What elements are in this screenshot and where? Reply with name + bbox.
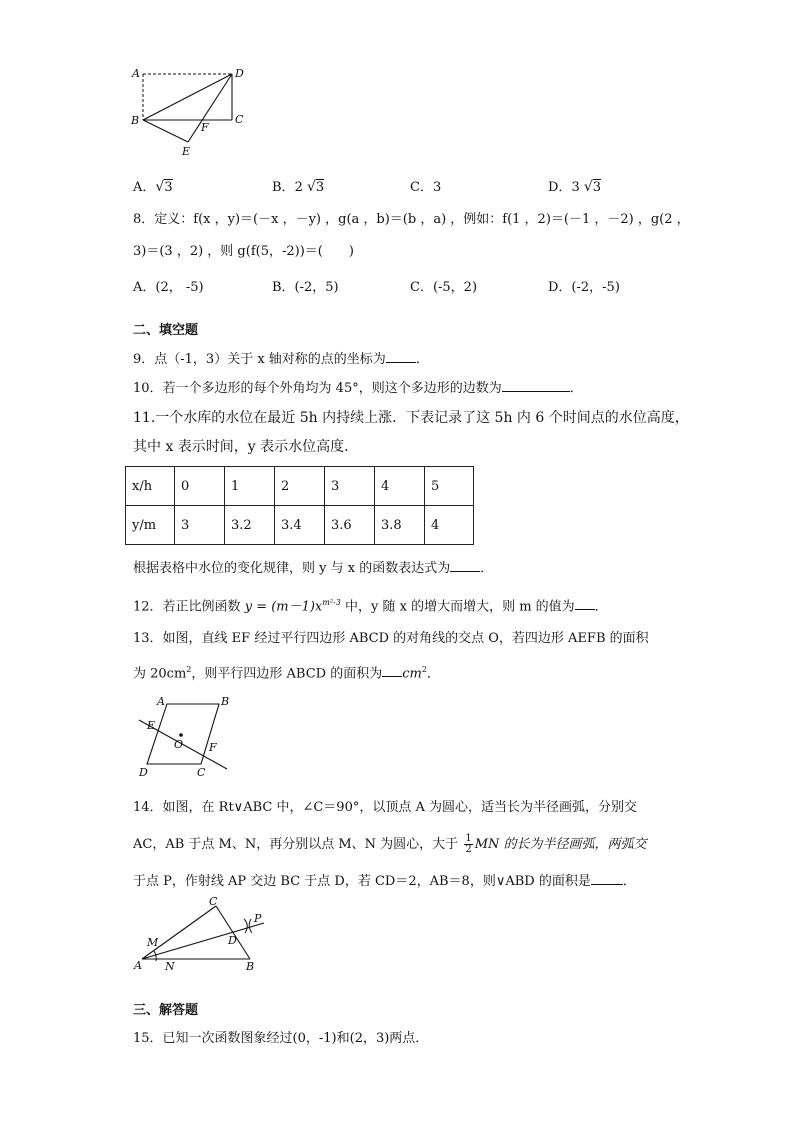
q10-answer-blank bbox=[502, 379, 570, 392]
table-cell: 3 bbox=[175, 506, 225, 545]
q13-answer-blank bbox=[382, 664, 402, 677]
q7-option-b: B．2 √3 bbox=[272, 179, 325, 195]
q14-answer-blank bbox=[591, 872, 623, 885]
q8-option-c: C．(-5，2) bbox=[410, 280, 478, 295]
q13-label-f: F bbox=[209, 741, 217, 754]
table-cell: 5 bbox=[425, 467, 474, 506]
table-row bbox=[126, 467, 474, 506]
q7-figure bbox=[130, 64, 250, 160]
q12-formula: y = (m－1)x bbox=[244, 599, 323, 615]
table-cell: 1 bbox=[225, 467, 275, 506]
q8-line2: 3)＝(3 ，2) ，则 g(f(5，-2))＝( ) bbox=[133, 244, 354, 259]
q11-line1: 11.一个水库的水位在最近 5h 内持续上涨．下表记录了这 5h 内 6 个时间点的水位高度， bbox=[133, 410, 689, 426]
q14-figure bbox=[132, 895, 274, 979]
q7-label-e: E bbox=[182, 145, 191, 158]
q7-option-d: D．3 √3 bbox=[548, 179, 602, 195]
q9: 9．点（-1，3）关于 x 轴对称的点的坐标为 ． bbox=[133, 352, 429, 367]
q14-label-n: N bbox=[165, 960, 175, 973]
q14-label-p: P bbox=[254, 912, 262, 925]
water-level-table bbox=[125, 466, 474, 545]
q13-label-a: A bbox=[157, 695, 165, 708]
table-cell: 3.4 bbox=[275, 506, 325, 545]
q13-label-d: D bbox=[139, 766, 148, 779]
q8-option-a: A．(2， -5) bbox=[133, 280, 204, 295]
q13-line1: 13．如图，直线 EF 经过平行四边形 ABCD 的对角线的交点 O，若四边形 AEFB 的面积 bbox=[133, 631, 649, 646]
q13-figure bbox=[135, 694, 245, 782]
table-cell: y/m bbox=[126, 506, 175, 545]
table-cell: 4 bbox=[425, 506, 474, 545]
q12: 12．若正比例函数 $y = (m-1)x^{m^2-3}$ 中，y 随 x 的增大而增大，则 m 的值为 ． bbox=[133, 598, 608, 615]
q14-label-d: D bbox=[228, 934, 237, 947]
q11-line3: 根据表格中水位的变化规律，则 y 与 x 的函数表达式为 ． bbox=[133, 561, 494, 576]
table-cell: 0 bbox=[175, 467, 225, 506]
q14-label-c: C bbox=[209, 895, 218, 908]
table-cell: 3.6 bbox=[325, 506, 375, 545]
q7-label-b: B bbox=[131, 114, 140, 127]
q7-label-a: A bbox=[132, 67, 140, 80]
q14-label-b: B bbox=[246, 960, 255, 973]
q14-label-a: A bbox=[134, 959, 142, 972]
q12-answer-blank bbox=[575, 597, 595, 610]
q7-label-c: C bbox=[235, 113, 244, 126]
q13-label-b: B bbox=[221, 695, 230, 708]
q8-option-b: B．(-2，5) bbox=[272, 280, 339, 295]
table-cell: x/h bbox=[126, 467, 175, 506]
q14-fraction: $\frac{1}{2}$ bbox=[465, 833, 472, 855]
q14-line1: 14．如图，在 Rt∨ABC 中，∠C＝90°，以顶点 A 为圆心，适当长为半径画弧，分别交 bbox=[133, 800, 637, 815]
q7-label-d: D bbox=[235, 67, 244, 80]
q15: 15．已知一次函数图象经过(0，-1)和(2，3)两点． bbox=[133, 1031, 429, 1046]
q14-line3: 于点 P，作射线 AP 交边 BC 于点 D，若 CD＝2，AB＝8，则∨ABD 的面积是 ． bbox=[133, 874, 636, 889]
table-cell: 3.2 bbox=[225, 506, 275, 545]
table-cell: 3 bbox=[325, 467, 375, 506]
q12-exponent: m²-3 bbox=[322, 598, 341, 607]
q13-label-o: O bbox=[174, 738, 184, 751]
q8-option-d: D．(-2，-5) bbox=[548, 280, 620, 295]
q7-label-f: F bbox=[201, 121, 209, 134]
table-cell: 3.8 bbox=[375, 506, 425, 545]
q13-line2: 为 $20cm^2$，则平行四边形 ABCD 的面积为 $cm^2$． bbox=[133, 665, 440, 682]
q13-label-e: E bbox=[147, 719, 156, 732]
q10: 10．若一个多边形的每个外角均为 45°，则这个多边形的边数为 ． bbox=[133, 381, 583, 396]
table-cell: 2 bbox=[275, 467, 325, 506]
q7-option-c: C．3 bbox=[410, 180, 442, 195]
q13-label-c: C bbox=[197, 766, 206, 779]
table-cell: 4 bbox=[375, 467, 425, 506]
q9-answer-blank bbox=[386, 350, 416, 363]
q11-line2: 其中 x 表示时间，y 表示水位高度． bbox=[133, 439, 359, 455]
q14-line2: AC，AB 于点 M、N，再分别以点 M、N 为圆心，大于 $\frac{1}{2}$ MN 的长为半径画弧，两弧交 bbox=[133, 833, 647, 855]
table-row bbox=[126, 506, 474, 545]
section-fill-in-heading: 二、填空题 bbox=[133, 323, 199, 338]
q14-label-m: M bbox=[147, 936, 159, 949]
section-answer-heading: 三、解答题 bbox=[133, 1003, 199, 1018]
q7-option-a: A．√3 bbox=[133, 179, 173, 195]
q11-answer-blank bbox=[450, 559, 480, 572]
q8-line1: 8．定义：f(x ，y)＝(－x ，－y) ，g(a ，b)＝(b ，a) ，例如：f(1 ，2)＝(－1 ，－2) ，g(2 ， bbox=[133, 212, 690, 227]
